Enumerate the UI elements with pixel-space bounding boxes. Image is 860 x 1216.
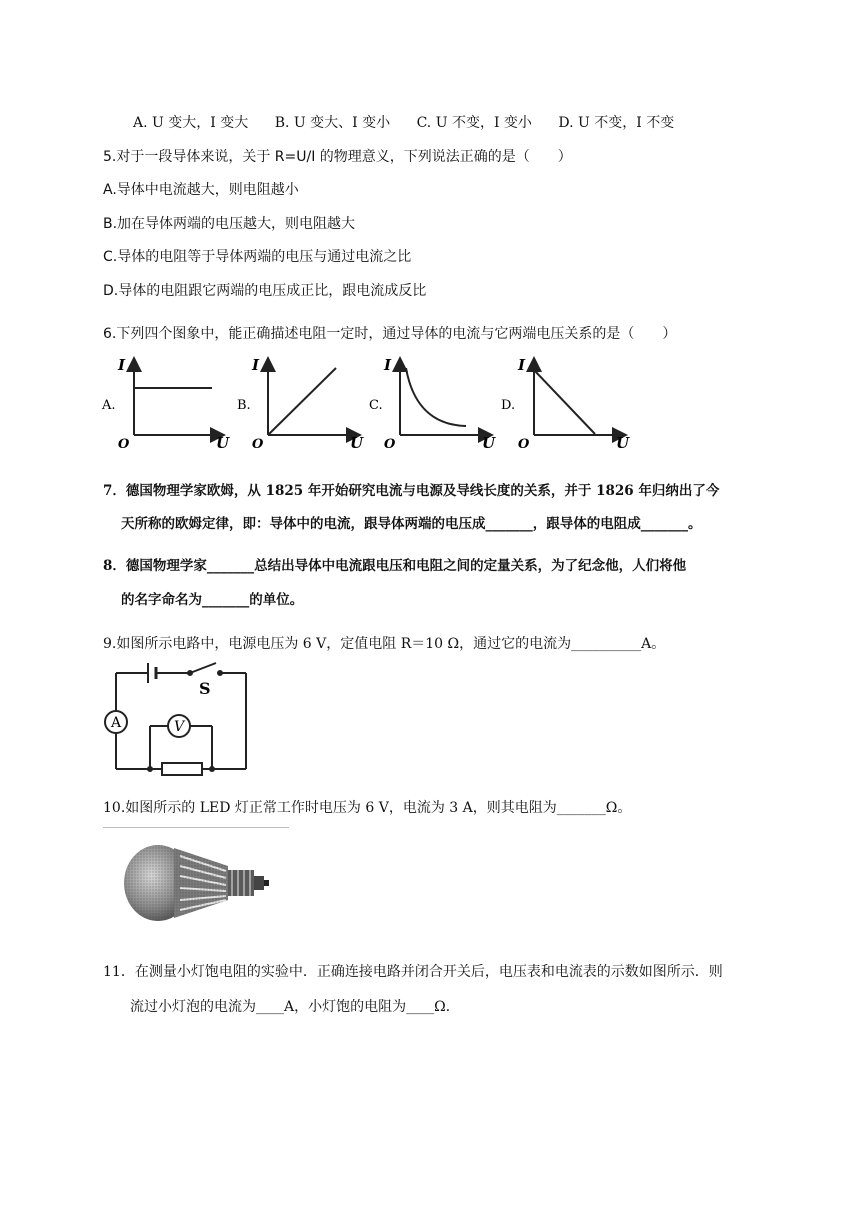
q4-option-b: B. U 变大、I 变小 bbox=[274, 115, 391, 131]
graph-a bbox=[101, 356, 230, 450]
graph-b-y-label: I bbox=[252, 356, 260, 374]
graph-a-x-label: U bbox=[216, 434, 230, 450]
graph-b-label: B. bbox=[237, 398, 251, 413]
graph-c-origin: O bbox=[384, 437, 396, 450]
q4-option-a: A. U 变大，I 变大 bbox=[133, 115, 249, 131]
graph-b-curve bbox=[268, 368, 336, 435]
q5-option-d: D.导体的电阻跟它两端的电压成正比，跟电流成反比 bbox=[103, 283, 427, 299]
q8-line-2: 的名字命名为_______的单位。 bbox=[121, 592, 304, 608]
q5-option-c: C.导体的电阻等于导体两端的电压与通过电流之比 bbox=[103, 249, 412, 265]
q5-option-a: A.导体中电流越大，则电阻越小 bbox=[103, 182, 299, 198]
graph-d-origin: O bbox=[518, 437, 530, 450]
graph-d-x-label: U bbox=[616, 434, 630, 450]
q9-circuit-diagram bbox=[98, 655, 254, 777]
graph-b bbox=[237, 356, 364, 450]
graph-c-label: C. bbox=[369, 398, 383, 413]
switch-blade bbox=[190, 663, 216, 673]
graph-b-x-label: U bbox=[350, 434, 364, 450]
graph-a-y-label: I bbox=[118, 356, 126, 374]
q7-line-2: 天所称的欧姆定律，即：导体中的电流，跟导体两端的电压成_______，跟导体的电阻成_______。 bbox=[121, 516, 702, 532]
q4-option-d: D. U 不变，I 不变 bbox=[558, 115, 675, 131]
q6-graphs bbox=[100, 350, 640, 450]
q7-line-1: 7．德国物理学家欧姆，从 1825 年开始研究电流与电源及导线长度的关系，并于 1826 年归纳出了今 bbox=[103, 483, 720, 499]
led-bulb-image bbox=[116, 838, 274, 928]
graph-c-curve bbox=[406, 368, 466, 426]
graph-d-y-label: I bbox=[518, 356, 526, 374]
graph-d-curve bbox=[534, 370, 595, 434]
divider-line bbox=[103, 827, 289, 828]
graph-c-x-label: U bbox=[482, 434, 496, 450]
q8-line-1: 8．德国物理学家_______总结出导体中电流跟电压和电阻之间的定量关系，为了纪念他，人们将他 bbox=[103, 558, 687, 574]
graph-c bbox=[369, 356, 496, 450]
q4-options bbox=[133, 112, 696, 132]
q5-option-b: B.加在导体两端的电压越大，则电阻越大 bbox=[103, 216, 356, 232]
q4-option-c: C. U 不变，I 变小 bbox=[416, 115, 532, 131]
q10-stem: 10.如图所示的 LED 灯正常工作时电压为 6 V，电流为 3 A，则其电阻为_______Ω。 bbox=[103, 800, 632, 816]
graph-a-label: A. bbox=[102, 398, 116, 413]
graph-d bbox=[501, 356, 630, 450]
q9-stem: 9.如图所示电路中，电源电压为 6 V，定值电阻 R＝10 Ω，通过它的电流为__________A。 bbox=[103, 636, 666, 652]
q11-line-2: 流过小灯泡的电流为____A，小灯饱的电阻为____Ω． bbox=[130, 999, 460, 1015]
graph-c-y-label: I bbox=[384, 356, 392, 374]
ammeter-label: A bbox=[111, 715, 122, 731]
q6-stem: 6.下列四个图象中，能正确描述电阻一定时，通过导体的电流与它两端电压关系的是（ ） bbox=[103, 326, 677, 342]
q11-line-1: 11．在测量小灯饱电阻的实验中．正确连接电路并闭合开关后，电压表和电流表的示数如图所示．则 bbox=[103, 964, 723, 980]
graph-a-origin: O bbox=[118, 437, 130, 450]
graph-b-origin: O bbox=[252, 437, 264, 450]
voltmeter-label: V bbox=[174, 719, 185, 735]
q5-stem: 5.对于一段导体来说，关于 R=U/I 的物理意义，下列说法正确的是（ ） bbox=[103, 149, 572, 165]
switch-label: S bbox=[199, 679, 211, 698]
graph-d-label: D. bbox=[501, 398, 516, 413]
resistor bbox=[162, 763, 202, 775]
